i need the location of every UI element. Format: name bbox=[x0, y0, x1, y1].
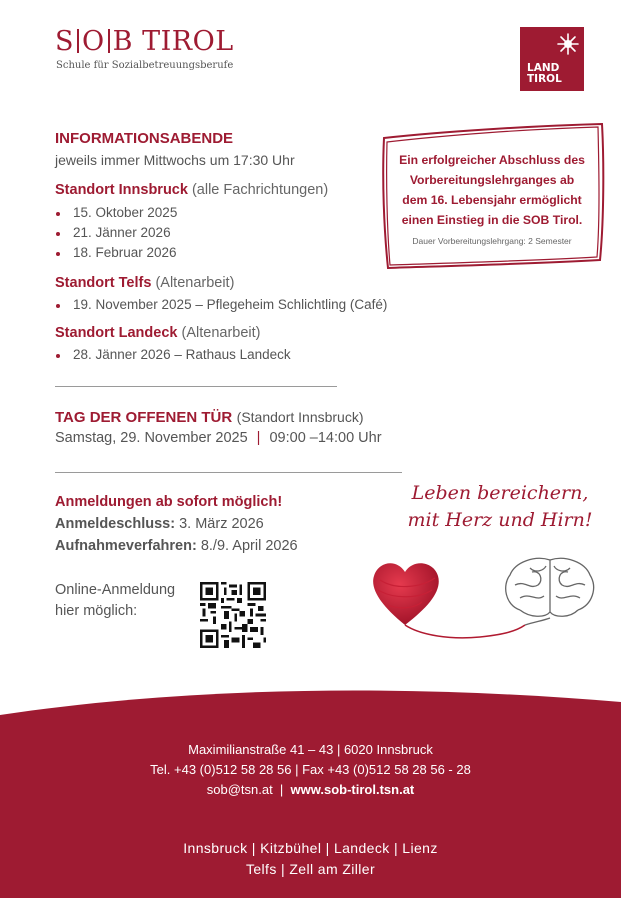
info-title: INFORMATIONSABENDE bbox=[55, 130, 234, 147]
footer-contact: sob@tsn.at | www.sob-tirol.tsn.at bbox=[206, 782, 415, 797]
location-innsbruck: Standort Innsbruck (alle Fachrichtungen) bbox=[55, 182, 329, 198]
divider bbox=[55, 472, 402, 473]
box-text: Ein erfolgreicher Abschluss des Vorbereitungslehrganges ab dem 16. Lebensjahr ermöglicht einen Einstieg in die SOB Tirol. bbox=[399, 153, 585, 227]
footer-locations-line2: Telfs | Zell am Ziller bbox=[245, 861, 376, 877]
email-link[interactable]: sob@tsn.at bbox=[206, 782, 273, 797]
telfs-dates bbox=[56, 297, 387, 317]
list-item: 15. Oktober 2025 bbox=[56, 205, 177, 225]
list-item: 21. Jänner 2026 bbox=[56, 225, 177, 245]
school-logo: S O B TIROL bbox=[55, 26, 234, 57]
innsbruck-dates bbox=[56, 205, 177, 265]
land-tirol-logo: LAND TIROL bbox=[520, 27, 584, 91]
box-note: Dauer Vorbereitungslehrgang: 2 Semester bbox=[412, 236, 572, 246]
open-day-datetime: Samstag, 29. November 2025 | 09:00 –14:00 Uhr bbox=[55, 430, 382, 446]
location-landeck: Standort Landeck (Altenarbeit) bbox=[55, 325, 261, 341]
list-item: 28. Jänner 2026 – Rathaus Landeck bbox=[56, 347, 291, 367]
list-item: 18. Februar 2026 bbox=[56, 245, 177, 265]
registration-headline: Anmeldungen ab sofort möglich! bbox=[55, 494, 283, 510]
heart-icon bbox=[373, 563, 439, 625]
open-day-heading: TAG DER OFFENEN TÜR (Standort Innsbruck) bbox=[55, 409, 364, 426]
footer-locations-line1: Innsbruck | Kitzbühel | Landeck | Lienz bbox=[183, 840, 438, 856]
registration-admission: Aufnahmeverfahren: 8./9. April 2026 bbox=[55, 538, 298, 554]
info-subtitle: jeweils immer Mittwochs um 17:30 Uhr bbox=[55, 152, 295, 168]
location-telfs: Standort Telfs (Altenarbeit) bbox=[55, 275, 235, 291]
school-subtitle: Schule für Sozialbetreuungsberufe bbox=[56, 60, 234, 71]
slogan: Leben bereichern, mit Herz und Hirn! bbox=[407, 482, 593, 531]
eagle-icon bbox=[556, 32, 580, 56]
registration-deadline: Anmeldeschluss: 3. März 2026 bbox=[55, 516, 264, 532]
qr-code[interactable] bbox=[200, 582, 266, 653]
footer-address: Maximilianstraße 41 – 43 | 6020 Innsbruck bbox=[188, 742, 433, 757]
landeck-dates bbox=[56, 347, 291, 367]
divider bbox=[55, 386, 337, 387]
online-registration-text: Online-Anmeldung hier möglich: bbox=[55, 582, 176, 619]
heart-brain-illustration bbox=[360, 540, 610, 660]
website-link[interactable]: www.sob-tirol.tsn.at bbox=[290, 782, 415, 797]
list-item: 19. November 2025 – Pflegeheim Schlichtling (Café) bbox=[56, 297, 387, 317]
footer-phone: Tel. +43 (0)512 58 28 56 | Fax +43 (0)512 58 28 56 - 28 bbox=[150, 762, 471, 777]
brain-icon bbox=[506, 558, 594, 625]
